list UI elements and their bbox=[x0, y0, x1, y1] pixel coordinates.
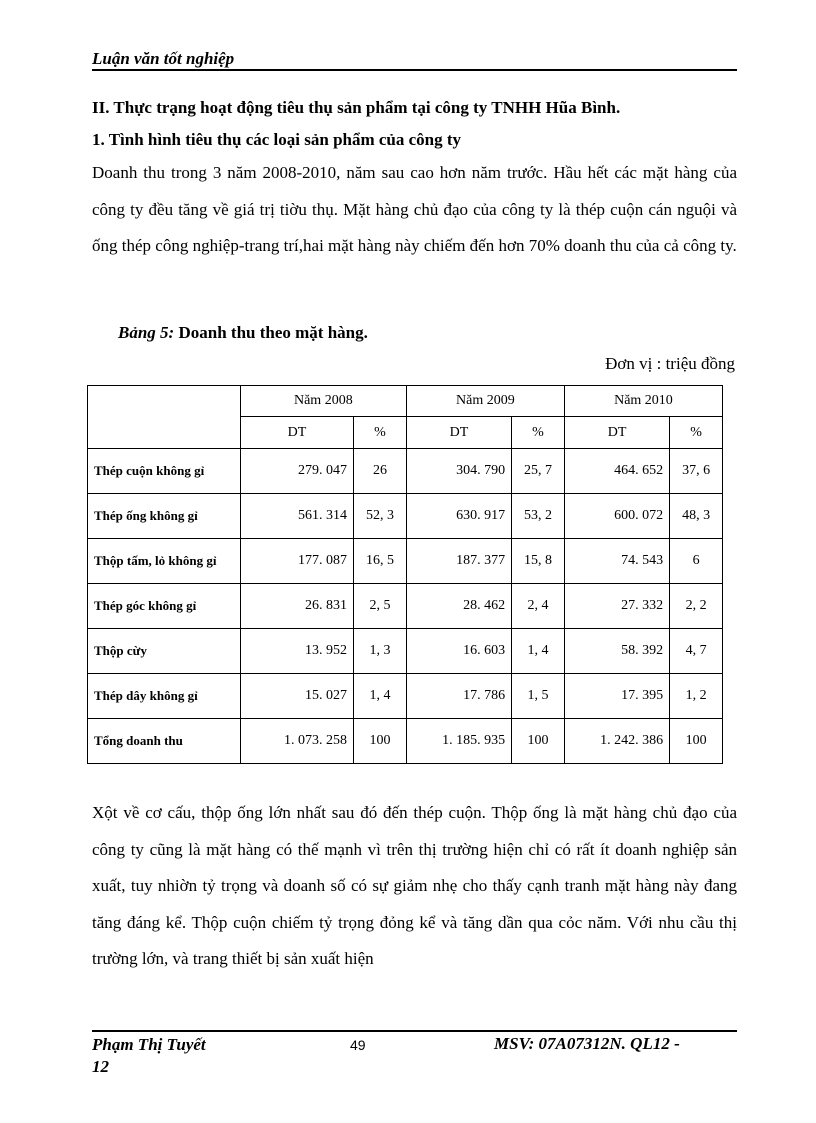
cell-value: 26. 831 bbox=[240, 584, 353, 629]
table-caption-label: Bảng 5: bbox=[118, 323, 175, 342]
cell-value: 304. 790 bbox=[406, 449, 511, 494]
cell-value: 1, 2 bbox=[670, 674, 723, 719]
row-label: Tổng doanh thu bbox=[88, 719, 241, 764]
column-header: % bbox=[512, 417, 565, 449]
cell-value: 26 bbox=[354, 449, 407, 494]
table-caption-text: Doanh thu theo mặt hàng. bbox=[178, 323, 368, 342]
cell-value: 2, 5 bbox=[354, 584, 407, 629]
cell-value: 6 bbox=[670, 539, 723, 584]
cell-value: 1, 3 bbox=[354, 629, 407, 674]
cell-value: 53, 2 bbox=[512, 494, 565, 539]
cell-value: 1, 5 bbox=[512, 674, 565, 719]
cell-value: 15. 027 bbox=[240, 674, 353, 719]
footer-author bbox=[92, 1034, 206, 1078]
cell-value: 16. 603 bbox=[406, 629, 511, 674]
column-header: % bbox=[354, 417, 407, 449]
cell-value: 464. 652 bbox=[564, 449, 669, 494]
cell-value: 1, 4 bbox=[512, 629, 565, 674]
cell-value: 48, 3 bbox=[670, 494, 723, 539]
cell-value: 37, 6 bbox=[670, 449, 723, 494]
year-header: Năm 2010 bbox=[564, 386, 722, 417]
footer-author-cont: 12 bbox=[92, 1057, 109, 1076]
row-label: Thép cuộn không gỉ bbox=[88, 449, 241, 494]
paragraph-analysis: Xột về cơ cấu, thộp ống lớn nhất sau đó đến thép cuộn. Thộp ống là mặt hàng chủ đạo của công ty cũng là mặt hàng có thế mạnh vì trên thị trường hiện chỉ có rất ít doanh nghiệp sản xuất, tuy nhiờn tỷ trọng và doanh số có sự giảm nhẹ cho thấy cạnh tranh mặt hàng này đang tăng đáng kể. Thộp cuộn chiếm tỷ trọng đỏng kể và tăng dần qua cỏc năm. Với nhu cầu thị trường lớn, và trang thiết bị sản xuất hiện bbox=[92, 803, 737, 968]
cell-value: 4, 7 bbox=[670, 629, 723, 674]
table-corner-cell bbox=[88, 386, 241, 449]
column-header: % bbox=[670, 417, 723, 449]
table-year-header-row bbox=[88, 386, 723, 417]
cell-value: 25, 7 bbox=[512, 449, 565, 494]
cell-value: 58. 392 bbox=[564, 629, 669, 674]
table-row bbox=[88, 494, 723, 539]
page-number: 49 bbox=[350, 1037, 366, 1053]
row-label: Thộp cừy bbox=[88, 629, 241, 674]
revenue-table bbox=[87, 385, 723, 764]
cell-value: 100 bbox=[354, 719, 407, 764]
cell-value: 2, 4 bbox=[512, 584, 565, 629]
cell-value: 100 bbox=[670, 719, 723, 764]
column-header: DT bbox=[564, 417, 669, 449]
header-title: Luận văn tốt nghiệp bbox=[92, 49, 235, 68]
cell-value: 17. 786 bbox=[406, 674, 511, 719]
cell-value: 15, 8 bbox=[512, 539, 565, 584]
footer-author-name: Phạm Thị Tuyết bbox=[92, 1035, 206, 1054]
row-label: Thép góc không gỉ bbox=[88, 584, 241, 629]
cell-value: 13. 952 bbox=[240, 629, 353, 674]
subsection-heading: 1. Tình hình tiêu thụ các loại sản phẩm của công ty bbox=[92, 130, 462, 149]
cell-value: 17. 395 bbox=[564, 674, 669, 719]
cell-value: 630. 917 bbox=[406, 494, 511, 539]
section-heading: II. Thực trạng hoạt động tiêu thụ sản phẩm tại công ty TNHH Hũa Bình. bbox=[92, 98, 621, 117]
table-total-row bbox=[88, 719, 723, 764]
cell-value: 100 bbox=[512, 719, 565, 764]
cell-value: 16, 5 bbox=[354, 539, 407, 584]
cell-value: 28. 462 bbox=[406, 584, 511, 629]
row-label: Thép ống không gỉ bbox=[88, 494, 241, 539]
cell-value: 187. 377 bbox=[406, 539, 511, 584]
column-header: DT bbox=[406, 417, 511, 449]
row-label: Thép dây không gỉ bbox=[88, 674, 241, 719]
table-caption bbox=[118, 323, 368, 343]
cell-value: 1. 185. 935 bbox=[406, 719, 511, 764]
unit-label: Đơn vị : triệu đồng bbox=[605, 354, 735, 373]
table-row bbox=[88, 539, 723, 584]
cell-value: 27. 332 bbox=[564, 584, 669, 629]
footer-divider bbox=[92, 1030, 737, 1032]
cell-value: 2, 2 bbox=[670, 584, 723, 629]
paragraph-intro: Doanh thu trong 3 năm 2008-2010, năm sau cao hơn năm trước. Hầu hết các mặt hàng của công ty đều tăng về giá trị tiờu thụ. Mặt hàng chủ đạo của công ty là thép cuộn cán nguội và ống thép công nghiệp-trang trí,hai mặt hàng này chiếm đến hơn 70% doanh thu của cả công ty. bbox=[92, 163, 737, 255]
cell-value: 561. 314 bbox=[240, 494, 353, 539]
cell-value: 1. 073. 258 bbox=[240, 719, 353, 764]
cell-value: 279. 047 bbox=[240, 449, 353, 494]
cell-value: 600. 072 bbox=[564, 494, 669, 539]
cell-value: 1. 242. 386 bbox=[564, 719, 669, 764]
year-header: Năm 2009 bbox=[406, 386, 564, 417]
cell-value: 74. 543 bbox=[564, 539, 669, 584]
year-header: Năm 2008 bbox=[240, 386, 406, 417]
cell-value: 1, 4 bbox=[354, 674, 407, 719]
table-row bbox=[88, 674, 723, 719]
table-row bbox=[88, 449, 723, 494]
cell-value: 177. 087 bbox=[240, 539, 353, 584]
table-row bbox=[88, 629, 723, 674]
page-header bbox=[92, 47, 737, 71]
cell-value: 52, 3 bbox=[354, 494, 407, 539]
row-label: Thộp tấm, lỏ không gỉ bbox=[88, 539, 241, 584]
column-header: DT bbox=[240, 417, 353, 449]
footer-student-id: MSV: 07A07312N. QL12 - bbox=[494, 1034, 680, 1053]
table-row bbox=[88, 584, 723, 629]
